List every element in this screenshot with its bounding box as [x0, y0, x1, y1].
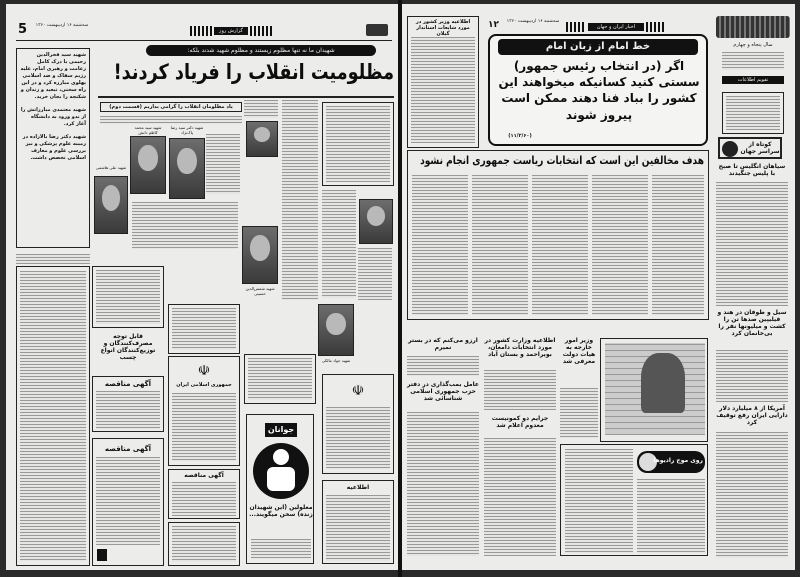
masthead: سال پنجاه و چهارم تقویم اطلاعات: [716, 16, 790, 136]
decor-bars: [250, 26, 272, 36]
radio-box: [560, 444, 708, 556]
ad-box: آگهی مناقصه: [92, 376, 164, 432]
ad-box: [168, 522, 240, 566]
series-strip: یاد مظلومان انقلاب را گرامی بداریم (قسمت دوم): [100, 102, 242, 112]
world-news-box: کوتاه از سراسر جهان: [718, 137, 782, 159]
main-headline: مظلومیت انقلاب را فریاد کردند!: [113, 60, 394, 84]
masthead-logo-icon: [716, 16, 790, 38]
radio-logo: روی موج رادیوها: [637, 451, 705, 473]
announcement-column: اطلاعیه وزیر کشور در مورد شایعات استاندار گیلان: [407, 16, 479, 148]
ad-box: [16, 266, 90, 566]
imam-quote-box: خط امام از زبان امام اگر (در انتخاب رئیس جمهور) سستی کنید کسانیکه میخواهند این کشور را بباد فنا دهند ممکن است پیروز شوند (۱۱/۲/۶۰): [488, 34, 708, 146]
date: سه‌شنبه ۱۶ اردیبهشت ۱۳۶۰: [35, 23, 89, 28]
youth-magazine-ad: جوانان معلولین (این شهیدان زنده) سخن میگویند...: [246, 414, 314, 564]
portrait-photo: [242, 226, 278, 284]
kicker: شهیدان ما نه تنها مظلوم زیستند و مظلوم شهید شدند بلکه:: [146, 45, 376, 56]
portrait-photo: [169, 138, 205, 199]
boxed-article: [322, 102, 394, 186]
ad-box: [92, 266, 164, 328]
logo-icon: [97, 549, 107, 561]
portrait-photo: [94, 176, 128, 234]
ad-box: [322, 374, 394, 474]
newspaper-logo-icon: [366, 24, 388, 36]
portrait-photo: [130, 136, 166, 194]
emblem-icon: ☫: [351, 383, 365, 399]
cartoon-figure: [641, 353, 685, 413]
ad-box: [168, 304, 240, 354]
date: سه‌شنبه ۱۶ اردیبهشت ۱۳۶۰: [506, 19, 560, 24]
section-tag: اخبار ایران و جهان: [588, 23, 644, 31]
main-article-headline: هدف مخالفین این است که انتخابات ریاست جمهوری انجام نشود: [420, 154, 704, 167]
ad-box: اطلاعیه: [322, 480, 394, 564]
portrait-photo: [359, 199, 393, 244]
left-page: 5 سه‌شنبه ۱۶ اردیبهشت ۱۳۶۰ گزارش روز شهیدان ما نه تنها مظلوم زیستند و مظلوم شهید شدند بلکه: مظلومیت انقلاب را فریاد کردند! شهید سید فخرالدین رحیمی با درک کامل زعامت و رهبری امام، علیه رژیم سفاک و ضد اسلامی پهلوی مبارزه کرد و در این راه سختی، تبعید و زندان و شکنجه را بجان خرید. شهید معتمدی مبارزاتش را از بدو ورود به دانشگاه آغاز کرد. شهید دکتر رضا بالازاده در زمینه علوم پزشکی و نیز بررسی علوم و معارف اسلامی تخصص داشت. یاد مظلومان انقلاب را گرامی بداریم (قسمت دوم) شهید سید محمد کاظم دانش شهید دکتر سید رضا پاک‌نژاد شهید علی هاشمی شهید شمس‌الدین حسینی شهید جواد مالکی قابل توجه مصرف‌کنندگان و توزیع‌کنندگان انواع چسب آگهی مناقصه آگهی مناقصه ☫ جمهوری اسلامی ایران آگهی مناقصه جوانان معلولین (این شهیدان زنده) سخن میگویند... ☫ اطلاعیه: [6, 4, 398, 570]
emblem-icon: ☫: [197, 363, 211, 379]
disabled-person-icon: [253, 443, 309, 499]
ad-box: [244, 354, 316, 404]
portrait-photo: [246, 121, 278, 157]
globe-icon: [722, 141, 738, 157]
decor-bars: [190, 26, 212, 36]
main-article: [407, 150, 709, 320]
page-number: ۱۲: [488, 20, 499, 30]
cartoon: [600, 338, 708, 442]
page-number: 5: [18, 22, 28, 37]
ad-box: آگهی مناقصه: [168, 469, 240, 519]
right-page: اطلاعیه وزیر کشور در مورد شایعات استاندار گیلان ۱۲ سه‌شنبه ۱۶ اردیبهشت ۱۳۶۰ اخبار ایران و جهان خط امام از زبان امام اگر (در انتخاب رئیس جمهور) سستی کنید کسانیکه میخواهند این کشور را بباد فنا دهند ممکن است پیروز شوند (۱۱/۲/۶۰) سال پنجاه و چهارم تقویم اطلاعات کوتاه از سراسر جهان هدف مخالفین این است که انتخابات ریاست جمهوری انجام نشود سیاهان انگلیس تا صبح با پلیس جنگیدند سیل و طوفان در هند و فیلیپین صدها تن را کشت و میلیونها نفر را بی‌خانمان کرد آمریکا از ۸ میلیارد دلار دارایی ایران رفع توقیف کرد ارزو می‌کنم که در بستر نمیرم عامل بمب‌گذاری در دفتر حزب جمهوری اسلامی شناسائی شد اطلاعیه وزارت کشور در مورد انتخابات دامغان، بویراحمد و بستان آباد جرایم دو کمونیست معدوم اعلام شد وزیر امور خارجه به هیات دولت معرفی شد روی موج رادیوها: [402, 4, 795, 570]
portrait-photo: [318, 304, 354, 356]
ad-box: ☫ جمهوری اسلامی ایران: [168, 356, 240, 466]
section-tag: گزارش روز: [214, 27, 248, 35]
ad-box: آگهی مناقصه: [92, 438, 164, 566]
side-box: شهید سید فخرالدین رحیمی با درک کامل زعامت و رهبری امام، علیه رژیم سفاک و ضد اسلامی پهلوی مبارزه کرد و در این راه سختی، تبعید و زندان و شکنجه را بجان خرید. شهید معتمدی مبارزاتش را از بدو ورود به دانشگاه آغاز کرد. شهید دکتر رضا بالازاده در زمینه علوم پزشکی و نیز بررسی علوم و معارف اسلامی تخصص داشت.: [16, 48, 90, 248]
